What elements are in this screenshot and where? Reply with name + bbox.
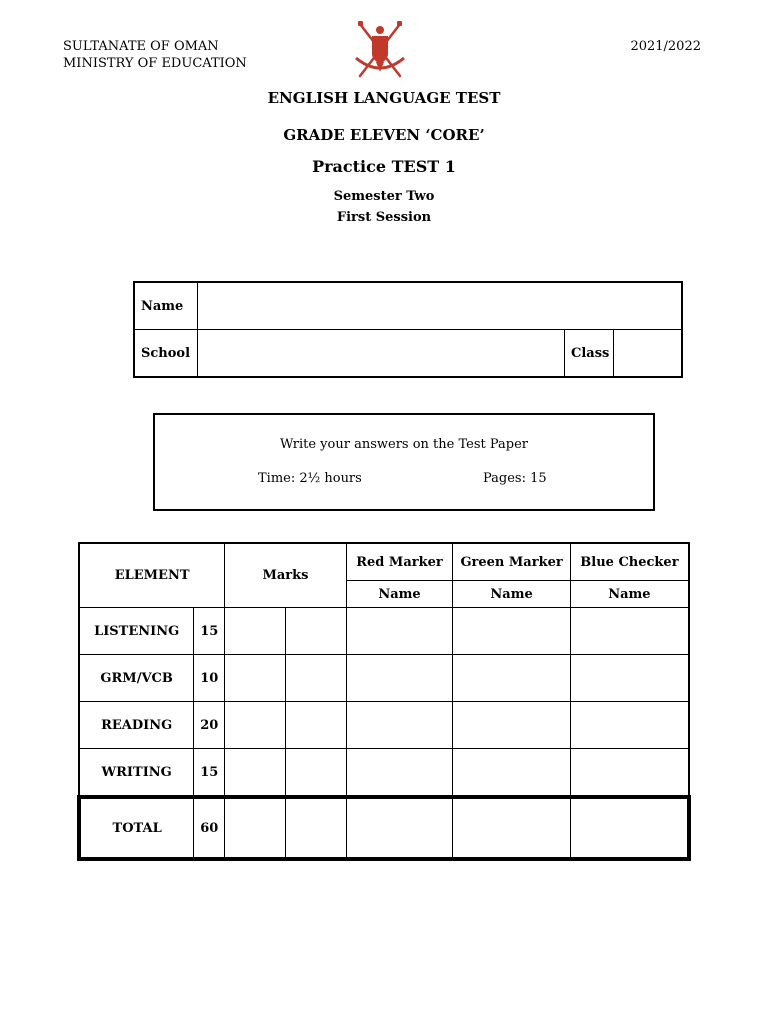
session-label: First Session	[336, 210, 432, 225]
blue-checker-cell[interactable]	[570, 608, 689, 655]
mark-cell[interactable]	[285, 655, 346, 702]
school-label: School	[134, 330, 198, 378]
element-max: 15	[194, 608, 225, 655]
red-marker-name-header: Name	[346, 581, 453, 608]
instruction-text: Write your answers on the Test Paper	[279, 437, 528, 452]
oman-emblem-icon	[350, 18, 410, 82]
mark-cell[interactable]	[225, 749, 286, 798]
country-name: SULTANATE OF OMAN	[63, 39, 219, 54]
instructions-box	[153, 413, 655, 511]
red-marker-cell[interactable]	[346, 797, 453, 859]
blue-checker-cell[interactable]	[570, 749, 689, 798]
red-marker-cell[interactable]	[346, 655, 453, 702]
green-marker-cell[interactable]	[453, 702, 571, 749]
blue-checker-cell[interactable]	[570, 797, 689, 859]
mark-cell[interactable]	[225, 797, 286, 859]
total-row	[79, 797, 689, 859]
grade-title: GRADE ELEVEN ‘CORE’	[283, 126, 485, 144]
blue-checker-header: Blue Checker	[570, 543, 689, 581]
green-marker-header: Green Marker	[453, 543, 571, 581]
school-field[interactable]	[198, 330, 565, 378]
red-marker-cell[interactable]	[346, 749, 453, 798]
red-marker-header: Red Marker	[346, 543, 453, 581]
red-marker-cell[interactable]	[346, 702, 453, 749]
element-name: LISTENING	[79, 608, 194, 655]
element-header: ELEMENT	[79, 543, 225, 608]
practice-title: Practice TEST 1	[312, 157, 456, 176]
mark-cell[interactable]	[285, 608, 346, 655]
test-title: ENGLISH LANGUAGE TEST	[267, 89, 501, 107]
table-row	[79, 655, 689, 702]
page-count: Pages: 15	[483, 471, 547, 486]
student-info-table	[133, 281, 683, 378]
semester-label: Semester Two	[333, 189, 435, 204]
blue-checker-cell[interactable]	[570, 702, 689, 749]
element-max: 20	[194, 702, 225, 749]
green-marker-cell[interactable]	[453, 655, 571, 702]
mark-cell[interactable]	[225, 608, 286, 655]
element-max: 15	[194, 749, 225, 798]
total-label: TOTAL	[79, 797, 194, 859]
green-marker-cell[interactable]	[453, 749, 571, 798]
mark-cell[interactable]	[225, 702, 286, 749]
class-field[interactable]	[614, 330, 683, 378]
red-marker-cell[interactable]	[346, 608, 453, 655]
marks-header: Marks	[225, 543, 346, 608]
academic-year: 2021/2022	[630, 39, 701, 54]
name-field[interactable]	[198, 282, 683, 330]
mark-cell[interactable]	[285, 797, 346, 859]
table-row	[79, 702, 689, 749]
mark-cell[interactable]	[285, 702, 346, 749]
element-name: WRITING	[79, 749, 194, 798]
mark-cell[interactable]	[225, 655, 286, 702]
name-label: Name	[134, 282, 198, 330]
element-name: READING	[79, 702, 194, 749]
green-marker-cell[interactable]	[453, 797, 571, 859]
header-left	[63, 38, 247, 72]
class-label: Class	[565, 330, 614, 378]
table-row	[79, 749, 689, 798]
element-name: GRM/VCB	[79, 655, 194, 702]
ministry-name: MINISTRY OF EDUCATION	[63, 56, 247, 71]
green-marker-cell[interactable]	[453, 608, 571, 655]
time-allowed: Time: 2½ hours	[258, 471, 362, 486]
marks-table	[77, 542, 691, 861]
total-max: 60	[194, 797, 225, 859]
mark-cell[interactable]	[285, 749, 346, 798]
table-row	[79, 608, 689, 655]
blue-checker-name-header: Name	[570, 581, 689, 608]
element-max: 10	[194, 655, 225, 702]
green-marker-name-header: Name	[453, 581, 571, 608]
blue-checker-cell[interactable]	[570, 655, 689, 702]
